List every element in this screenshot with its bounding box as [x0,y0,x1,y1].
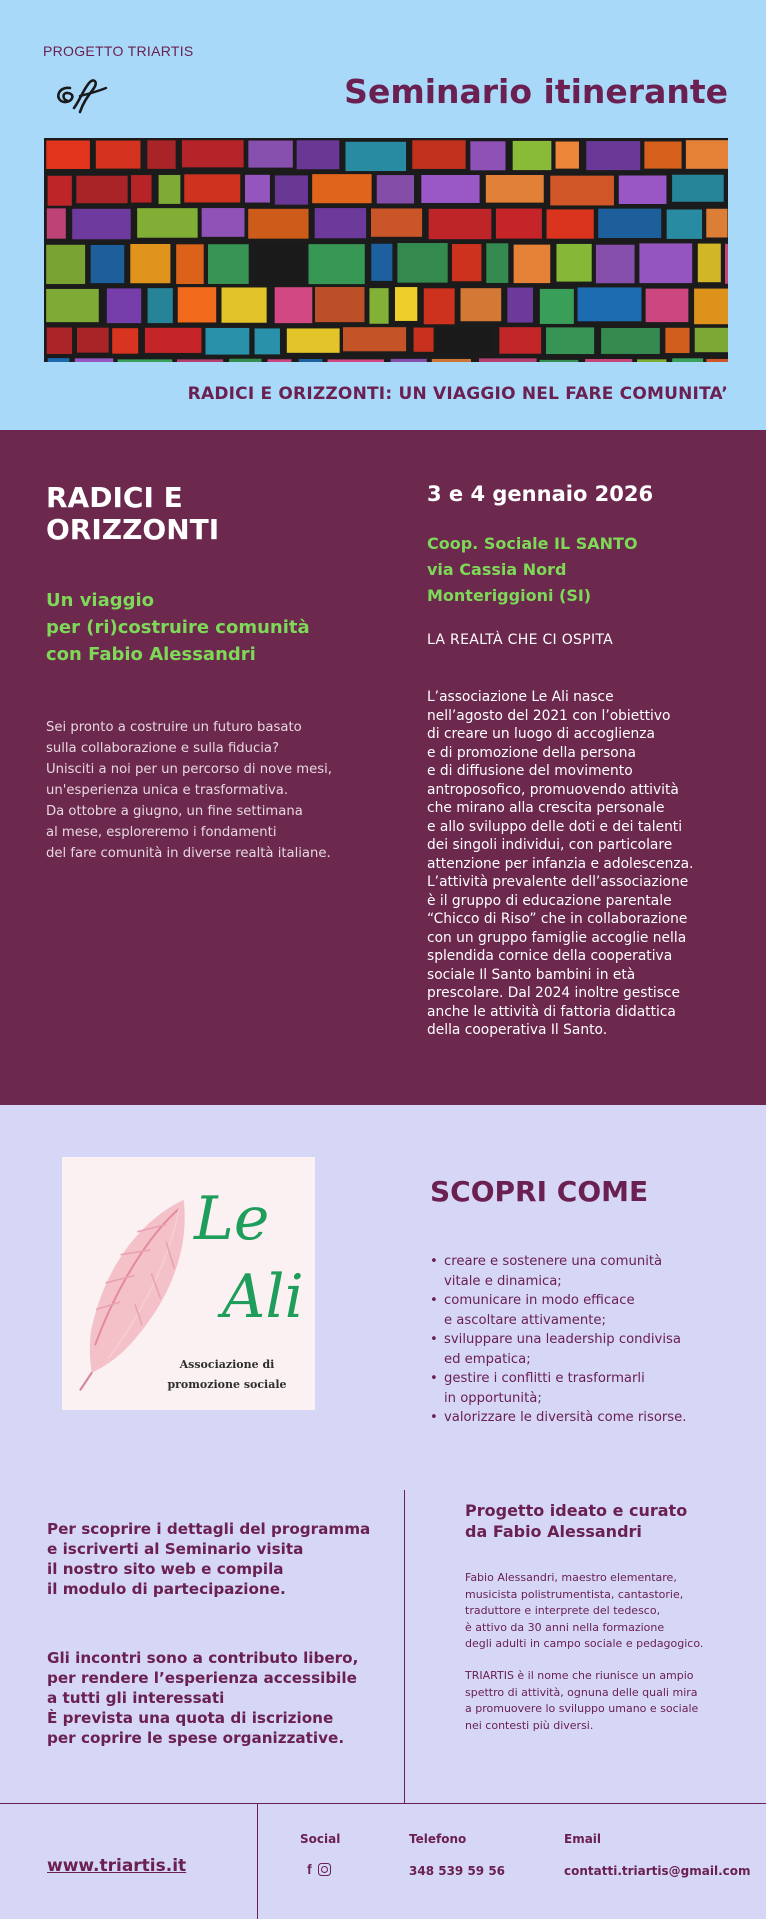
host-line: e di diffusione del movimento [427,763,633,779]
host-line: anche le attività di fattoria didattica [427,1003,676,1020]
list-item [430,1408,730,1428]
host-line: dei singoli individui, con particolare [427,837,673,853]
host-line: e di promozione della persona [427,744,636,761]
subtitle-line: per (ri)costruire comunità [46,617,310,638]
intro-line: del fare comunità in diverse realtà italiane. [46,846,331,861]
fee-line: È prevista una quota di iscrizione [47,1709,334,1727]
host-line: “Chicco di Riso” che in collaborazione [427,911,688,927]
author-bio [465,1570,703,1653]
seminar-title-line: ORIZZONTI [46,513,220,546]
vertical-divider [404,1490,405,1803]
triartis-line: TRIARTIS è il nome che riunisce un ampio [465,1669,694,1682]
host-line: attenzione per infanzia e adolescenza. [427,855,694,872]
host-line: L’associazione Le Ali nasce [427,689,614,705]
fee-line: per rendere l’esperienza accessibile [47,1669,357,1687]
subtitle-line: Un viaggio [46,590,155,611]
host-line: sociale Il Santo bambini in età [427,966,636,983]
subtitle-line: con Fabio Alessandri [46,644,256,665]
header [0,0,766,430]
intro-section [0,430,766,1105]
host-line: della cooperativa Il Santo. [427,1022,608,1038]
host-line: nell’agosto del 2021 con l’obiettivo [427,707,671,724]
event-date: 3 e 4 gennaio 2026 [427,482,654,506]
host-line: L’attività prevalente dell’associazione [427,874,689,890]
host-line: con un gruppo famiglie accoglie nella [427,929,687,946]
bio-line: Fabio Alessandri, maestro elementare, [465,1571,677,1584]
host-line: che mirano alla crescita personale [427,800,665,816]
le-ali-caption [152,1355,302,1395]
caption-line: Associazione di [179,1358,275,1371]
project-label: PROGETTO TRIARTIS [43,43,194,59]
list-item-line: vitale e dinamica; [444,1273,562,1289]
registration-info [47,1519,370,1599]
bio-line: è attivo da 30 anni nella formazione [465,1620,665,1634]
registration-line: il nostro sito web e compila [47,1560,284,1578]
list-item [430,1330,730,1369]
fee-line: per coprire le spese organizzative. [47,1729,345,1747]
host-line: e allo sviluppo delle doti e dei talenti [427,818,683,835]
banner-caption: RADICI E ORIZZONTI: UN VIAGGIO NEL FARE COMUNITA’ [187,384,728,404]
fee-line: a tutti gli interessati [47,1689,225,1707]
fee-line: Gli incontri sono a contributo libero, [47,1649,359,1667]
list-item-line: • valorizzare le diversità come risorse. [444,1410,687,1425]
host-description [427,688,727,1040]
triartis-description [465,1668,698,1734]
list-item [430,1252,730,1291]
email-label: Email [564,1832,602,1846]
triartis-line: nei contesti più diversi. [465,1718,594,1732]
triartis-line: a promuovere lo sviluppo umano e sociale [465,1702,699,1715]
footer-divider [0,1803,766,1804]
registration-line: il modulo di partecipazione. [47,1580,286,1598]
email-value[interactable]: contatti.triartis@gmail.com [564,1864,751,1878]
banner-image [44,138,728,362]
list-item [430,1291,730,1330]
curated-by-heading [465,1500,687,1542]
event-venue [427,531,638,609]
bio-line: degli adulti in campo sociale e pedagogico. [465,1637,704,1650]
fee-info [47,1648,358,1748]
seminar-title-line: RADICI E [46,481,183,514]
social-label: Social [300,1832,341,1846]
list-item-line: • creare e sostenere una comunità [444,1254,663,1269]
host-line: splendida cornice della cooperativa [427,948,673,964]
seminar-subtitle [46,587,310,668]
le-ali-logo-word: Le [194,1184,270,1254]
host-line: antroposofico, promuovendo attività [427,781,679,798]
host-heading: LA REALTÀ CHE CI OSPITA [427,632,614,648]
intro-line: Sei pronto a costruire un futuro basato [46,720,302,735]
venue-line: Monteriggioni (SI) [427,586,592,605]
host-line: di creare un luogo di accoglienza [427,726,655,742]
bio-line: musicista polistrumentista, cantastorie, [465,1587,684,1601]
scopri-list [430,1252,730,1428]
intro-line: Unisciti a noi per un percorso di nove mesi, [46,762,332,777]
instagram-icon[interactable] [318,1863,331,1876]
website-link[interactable]: www.triartis.it [47,1856,187,1876]
registration-line: Per scoprire i dettagli del programma [47,1520,371,1538]
social-icons [307,1861,331,1877]
triartis-logo-icon [50,74,114,114]
host-line: è il gruppo di educazione parentale [427,892,672,909]
facebook-icon[interactable]: f [307,1861,312,1877]
phone-label: Telefono [409,1832,467,1846]
le-ali-logo-word: Ali [222,1262,304,1332]
footer-column-divider [257,1803,258,1919]
le-ali-logo-card [62,1157,315,1410]
intro-line: Da ottobre a giugno, un fine settimana [46,804,303,819]
caption-line: promozione sociale [167,1378,287,1391]
list-item-line: e ascoltare attivamente; [444,1312,606,1328]
phone-value[interactable]: 348 539 59 56 [409,1864,506,1878]
venue-line: Coop. Sociale IL SANTO [427,534,638,553]
site-title: Seminario itinerante [344,72,728,111]
intro-line: sulla collaborazione e sulla fiducia? [46,741,279,756]
list-item-line: ed empatica; [444,1351,531,1367]
host-line: prescolare. Dal 2024 inoltre gestisce [427,985,680,1001]
curated-line: da Fabio Alessandri [465,1522,642,1541]
triartis-line: spettro di attività, ognuna delle quali mira [465,1685,698,1699]
venue-line: via Cassia Nord [427,560,567,579]
list-item-line: • comunicare in modo efficace [444,1293,635,1308]
scopri-title: SCOPRI COME [430,1175,649,1208]
list-item-line: • sviluppare una leadership condivisa [444,1332,681,1347]
curated-line: Progetto ideato e curato [465,1501,688,1520]
list-item-line: in opportunità; [444,1390,542,1406]
list-item [430,1369,730,1408]
intro-paragraph [46,717,332,864]
seminar-title [46,482,219,546]
bio-line: traduttore e interprete del tedesco, [465,1604,661,1617]
intro-line: al mese, esploreremo i fondamenti [46,825,277,840]
registration-line: e iscriverti al Seminario visita [47,1540,304,1558]
list-item-line: • gestire i conflitti e trasformarli [444,1371,645,1386]
intro-line: un'esperienza unica e trasformativa. [46,783,289,798]
